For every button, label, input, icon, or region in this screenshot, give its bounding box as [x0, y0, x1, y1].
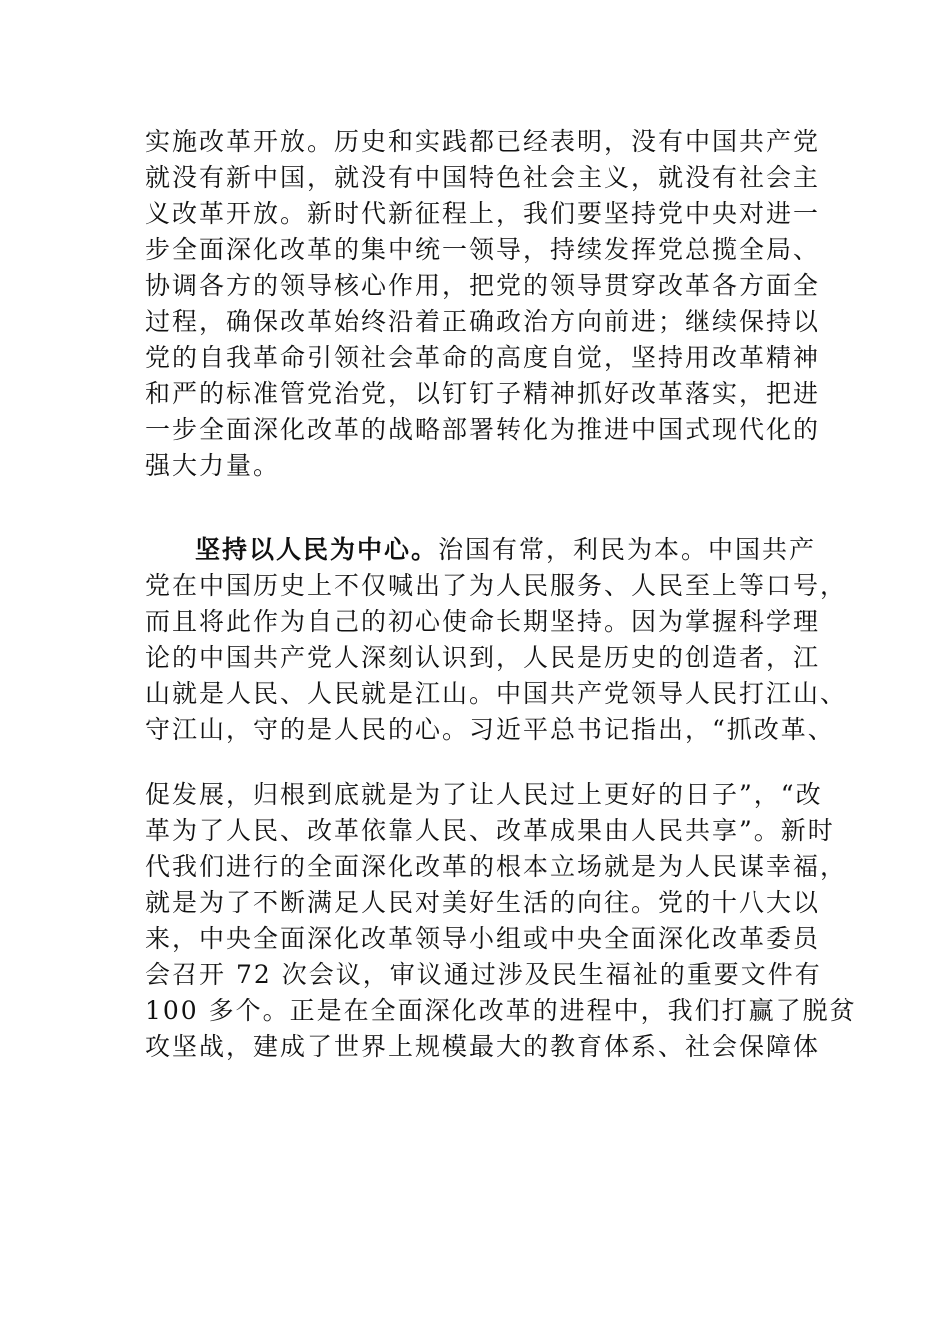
paragraph-line: 和严的标准管党治党，以钉钉子精神抓好改革落实，把进 — [145, 379, 821, 408]
paragraph-heading: 坚持以人民为中心。 — [195, 535, 439, 564]
paragraph-line: 论的中国共产党人深刻认识到，人民是历史的创造者，江 — [145, 643, 821, 672]
paragraph-line: 代我们进行的全面深化改革的根本立场就是为人民谋幸福， — [145, 852, 848, 881]
paragraph-line: 革为了人民、改革依靠人民、改革成果由人民共享”。新时 — [145, 816, 835, 845]
paragraph-line: 攻坚战，建成了世界上规模最大的教育体系、社会保障体 — [145, 1032, 821, 1061]
paragraph-line: 守江山，守的是人民的心。习近平总书记指出，“抓改革、 — [145, 715, 835, 744]
paragraph-line: 一步全面深化改革的战略部署转化为推进中国式现代化的 — [145, 415, 821, 444]
paragraph-line: 强大力量。 — [145, 451, 281, 480]
paragraph-line: 山就是人民、人民就是江山。中国共产党领导人民打江山、 — [145, 679, 848, 708]
paragraph-line: 就是为了不断满足人民对美好生活的向往。党的十八大以 — [145, 888, 821, 917]
paragraph-line: 就没有新中国，就没有中国特色社会主义，就没有社会主 — [145, 163, 821, 192]
paragraph-first-line-text: 治国有常，利民为本。中国共产 — [438, 535, 817, 564]
paragraph-line: 党的自我革命引领社会革命的高度自觉，坚持用改革精神 — [145, 343, 821, 372]
paragraph-line: 过程，确保改革始终沿着正确政治方向前进；继续保持以 — [145, 307, 821, 336]
paragraph-line: 而且将此作为自己的初心使命长期坚持。因为掌握科学理 — [145, 607, 821, 636]
paragraph-first-line — [195, 532, 817, 568]
paragraph-line: 100 多个。正是在全面深化改革的进程中，我们打赢了脱贫 — [145, 996, 857, 1025]
paragraph-line: 党在中国历史上不仅喊出了为人民服务、人民至上等口号， — [145, 571, 848, 600]
paragraph-line: 步全面深化改革的集中统一领导，持续发挥党总揽全局、 — [145, 235, 821, 264]
paragraph-line: 会召开 72 次会议，审议通过涉及民生福祉的重要文件有 — [145, 960, 822, 989]
paragraph-line: 促发展，归根到底就是为了让人民过上更好的日子”，“改 — [145, 780, 823, 809]
paragraph-line: 义改革开放。新时代新征程上，我们要坚持党中央对进一 — [145, 199, 821, 228]
paragraph-line: 实施改革开放。历史和实践都已经表明，没有中国共产党 — [145, 127, 821, 156]
paragraph-line: 协调各方的领导核心作用，把党的领导贯穿改革各方面全 — [145, 271, 821, 300]
paragraph-line: 来，中央全面深化改革领导小组或中央全面深化改革委员 — [145, 924, 821, 953]
